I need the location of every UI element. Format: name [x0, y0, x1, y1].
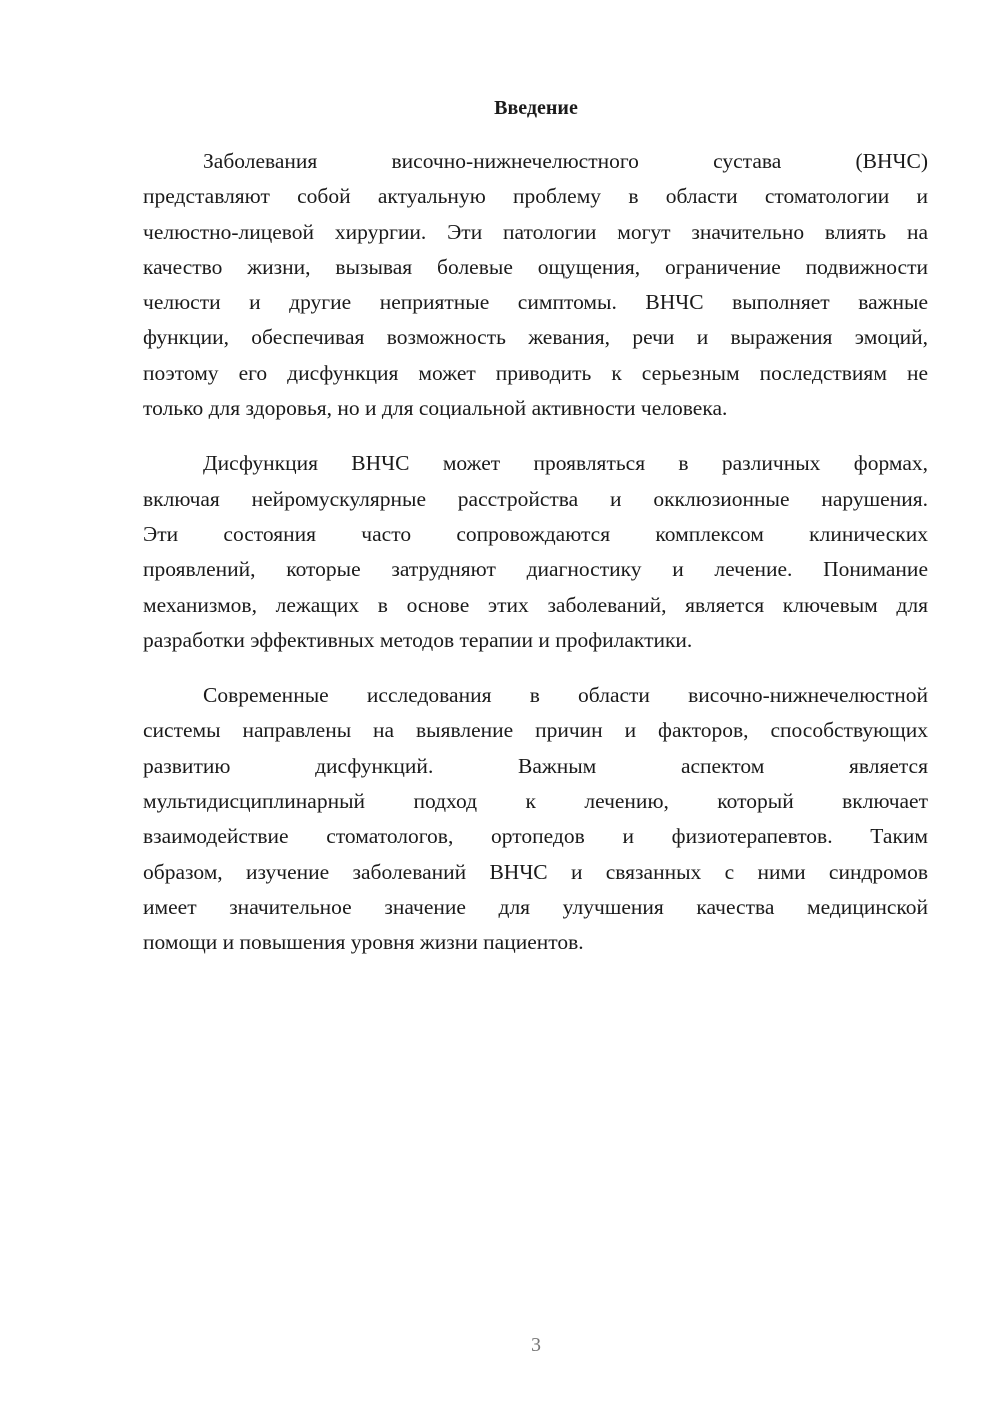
text-line: челюсти и другие неприятные симптомы. ВНЧС выполняет важные — [143, 290, 928, 315]
section-heading: Введение — [494, 97, 578, 119]
text-line: разработки эффективных методов терапии и профилактики. — [143, 627, 693, 652]
text-line: механизмов, лежащих в основе этих заболеваний, является ключевым для — [143, 592, 928, 617]
text-line: включая нейромускулярные расстройства и окклюзионные нарушения. — [143, 486, 928, 511]
text-line: челюстно-лицевой хирургии. Эти патологии могут значительно влиять на — [143, 219, 928, 244]
text-line: поэтому его дисфункция может приводить к серьезным последствиям не — [143, 360, 928, 385]
text-line: Эти состояния часто сопровождаются комплексом клинических — [143, 521, 928, 546]
document-body — [143, 144, 928, 981]
text-line: системы направлены на выявление причин и факторов, способствующих — [143, 718, 928, 743]
page-number: 3 — [531, 1334, 541, 1356]
paragraph — [143, 144, 928, 426]
text-line: взаимодействие стоматологов, ортопедов и физиотерапевтов. Таким — [143, 824, 928, 849]
text-line: развитию дисфункций. Важным аспектом является — [143, 753, 928, 778]
text-line: качество жизни, вызывая болевые ощущения, ограничение подвижности — [143, 254, 928, 279]
paragraph — [143, 446, 928, 658]
text-line: образом, изучение заболеваний ВНЧС и связанных с ними синдромов — [143, 859, 928, 884]
text-line: функции, обеспечивая возможность жевания, речи и выражения эмоций, — [143, 325, 928, 350]
text-line: Дисфункция ВНЧС может проявляться в различных формах, — [203, 451, 928, 476]
text-line: мультидисциплинарный подход к лечению, который включает — [143, 789, 928, 814]
text-line: помощи и повышения уровня жизни пациентов. — [143, 930, 584, 955]
text-line: представляют собой актуальную проблему в области стоматологии и — [143, 184, 928, 209]
text-line: Современные исследования в области височно-нижнечелюстной — [203, 683, 928, 708]
paragraph — [143, 678, 928, 960]
text-line: имеет значительное значение для улучшения качества медицинской — [143, 894, 928, 919]
text-line: проявлений, которые затрудняют диагностику и лечение. Понимание — [143, 557, 928, 582]
text-line: Заболевания височно-нижнечелюстного сустава (ВНЧС) — [203, 149, 928, 173]
text-line: только для здоровья, но и для социальной активности человека. — [143, 396, 728, 421]
